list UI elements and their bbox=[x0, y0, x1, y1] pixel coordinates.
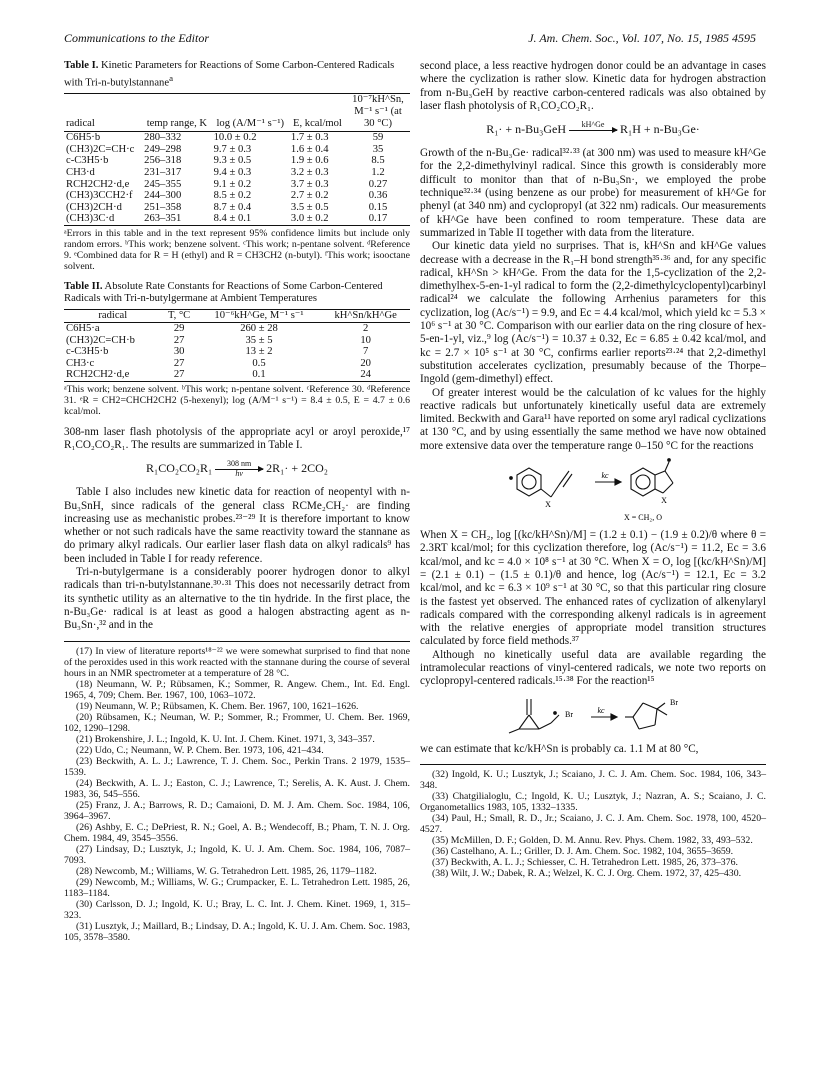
reference-entry: (36) Castelhano, A. L.; Griller, D. J. Am. Chem. Soc. 1982, 104, 3655–3659. bbox=[432, 845, 734, 857]
table1-cell: 1.7 ± 0.3 bbox=[290, 132, 329, 144]
reference-entry: (38) Wilt, J. W.; Dabek, R. A.; Welzel, K. C. J. Org. Chem. 1972, 37, 425–430. bbox=[432, 867, 742, 879]
reference-entry: (37) Beckwith, A. L. J.; Schiesser, C. H. Tetrahedron Lett. 1985, 26, 373–376. bbox=[432, 856, 738, 868]
right-paragraph-1: second place, a less reactive hydrogen donor could be an advantage in cases where the cyclization is rather slow. Kinetic data for hydrogen abstraction from n-Bu₃GeH by reactive carbon-centered radicals was also obtained by laser flash photolysis of R₁CO₂CO₂R₁. bbox=[420, 60, 766, 112]
right-paragraph-6: Although no kinetically useful data are available regarding the intramolecular reactions of vinyl-centered radicals, we note two reports on cyclopropyl-centered radicals.¹⁵·³⁸ For the reaction¹⁵ bbox=[420, 648, 766, 688]
reference-entry: (28) Newcomb, M.; Williams, W. G. Tetrahedron Lett. 1985, 26, 1179–1182. bbox=[76, 865, 377, 877]
table1-cell: 0.15 bbox=[368, 201, 388, 213]
table2-label: Table II. bbox=[64, 280, 103, 292]
right-paragraph-7: we can estimate that kc/kH^Sn is probably ca. 1.1 M at 80 °C, bbox=[420, 742, 699, 755]
table1-cell: c-C3H5·b bbox=[66, 155, 109, 167]
table2-cell: 35 ± 5 bbox=[245, 334, 273, 346]
table1-row bbox=[64, 155, 410, 167]
table1-cell: 10.0 ± 0.2 bbox=[213, 132, 257, 144]
table1-row bbox=[64, 144, 410, 156]
right-paragraph-5: When X = CH₂, log [(kc/kH^Sn)/M] = (1.2 ± 0.1) − (1.9 ± 0.2)/θ where θ = 2.3RT kcal/mol; for this cyclization therefore, log (Ac/s⁻¹) = 11.2, Ec = 3.6 kcal/mol, and kc = 4.0 × 10⁸ s⁻¹ at 30 °C. When X = O, log [(kc/kH^Sn)/M] = (2.1 ± 0.1) − (1.5 ± 0.1)/θ and hence, log (Ac/s⁻¹) = 12.1, Ec = 3.2 kcal/mol, and kc = 6.3 × 10⁹ s⁻¹ at 30 °C, so that this particular ring closure is the fastest yet observed. The enhanced rates of cyclization of alkenylaryl radicals compared with the corresponding alkenyl radicals is in agreement with the relative energies of appropriate model transition structures calculated by force field methods.³⁷ bbox=[420, 529, 766, 648]
table1-cell: 1.6 ± 0.4 bbox=[290, 143, 329, 155]
table2-row bbox=[64, 323, 410, 335]
table2-cell: RCH2CH2·d,e bbox=[64, 369, 162, 381]
table1-cell: 8.4 ± 0.1 bbox=[212, 213, 289, 225]
table2-cell: 27 bbox=[173, 334, 185, 346]
table2-cell: 27 bbox=[162, 369, 197, 381]
table1-header: temp range, K bbox=[142, 94, 211, 129]
table1-cell: 263–351 bbox=[142, 213, 211, 225]
table1-cell: 1.2 bbox=[371, 166, 385, 178]
table1-body bbox=[64, 132, 410, 226]
table1-cell: 8.5 bbox=[371, 155, 385, 167]
table1-cell: 2.7 ± 0.2 bbox=[290, 190, 329, 202]
table2-title: Absolute Rate Constants for Reactions of Some Carbon-Centered Radicals with Tri-n-butylgermane at Ambient Temperatures bbox=[64, 280, 383, 305]
table1-label: Table I. bbox=[64, 60, 99, 71]
table1-row bbox=[64, 179, 410, 191]
table2-cell: 30 bbox=[173, 346, 185, 358]
table1-row bbox=[64, 167, 410, 179]
scheme1-caption: X = CH₂, O bbox=[624, 513, 662, 523]
table2-cell: (CH3)2C=CH·b bbox=[66, 334, 135, 346]
table2-header: T, °C bbox=[162, 309, 197, 321]
table1-cell: 1.9 ± 0.6 bbox=[290, 155, 329, 167]
table1-caption-mark: a bbox=[169, 73, 173, 84]
table1-cell: 245–355 bbox=[144, 178, 182, 190]
table1-cell: 3.0 ± 0.2 bbox=[289, 213, 346, 225]
table1-cell: 8.5 ± 0.2 bbox=[213, 190, 252, 202]
table2-cell: 13 ± 2 bbox=[245, 346, 273, 358]
reference-entry: (30) Carlsson, D. J.; Ingold, K. U.; Bray, L. C. Int. J. Chem. Kinet. 1969, 1, 315–323. bbox=[64, 898, 410, 921]
table2-footnotes: ᵃThis work; benzene solvent. ᵇThis work; n-pentane solvent. ᶜReference 30. ᵈReference 31. ᵉR = CH2=CHCH2CH2 (5-hexenyl); log (A/M⁻¹ s⁻¹) = 8.4 ± 0.5, E = 4.7 ± 0.6 kcal/mol. bbox=[64, 384, 410, 418]
table1-header: radical bbox=[64, 94, 142, 129]
table1-cell: 9.3 ± 0.5 bbox=[213, 155, 252, 167]
cyclopropyl-cyclization-scheme bbox=[493, 693, 693, 739]
table1-cell: C6H5·b bbox=[66, 132, 101, 144]
reference-entry: (24) Beckwith, A. L. J.; Easton, C. J.; Lawrence, T.; Serelis, A. K. Aust. J. Chem. 1983, 36, 545–556. bbox=[64, 777, 410, 800]
scheme2-br-right: Br bbox=[670, 697, 678, 707]
reference-entry: (21) Brokenshire, J. L.; Ingold, K. U. Int. J. Chem. Kinet. 1971, 3, 343–357. bbox=[76, 733, 375, 745]
table1-cell: (CH3)3CCH2·f bbox=[66, 190, 133, 202]
table2-row bbox=[64, 335, 410, 347]
table1-cell: (CH3)2CH·d bbox=[66, 201, 122, 213]
table2-cell: 2 bbox=[363, 323, 369, 335]
table2-cell: 0.5 bbox=[252, 357, 266, 369]
table1-row bbox=[64, 202, 410, 214]
methyl-radical-bond bbox=[665, 462, 669, 471]
eq1-arrow-below: hν bbox=[235, 469, 243, 479]
equation-photolysis bbox=[64, 460, 410, 478]
table1-cell: 0.17 bbox=[346, 213, 410, 225]
table2-row bbox=[64, 369, 410, 381]
eq1-reactant: R₁CO₂CO₂R₁ bbox=[146, 461, 213, 476]
table2-cell: 260 ± 28 bbox=[240, 323, 278, 335]
table2-cell: CH3·c bbox=[66, 357, 95, 369]
table1-cell: 9.1 ± 0.2 bbox=[213, 178, 252, 190]
table2-header: 10⁻⁶kH^Ge, M⁻¹ s⁻¹ bbox=[197, 309, 322, 321]
table2-cell: 27 bbox=[173, 357, 185, 369]
benzene-ring-left bbox=[517, 468, 541, 496]
table1-row bbox=[64, 132, 410, 144]
eq2-arrow-label: kH^Ge bbox=[581, 120, 605, 130]
footnote-rule bbox=[64, 641, 410, 642]
right-paragraph-3: Our kinetic data yield no surprises. That is, kH^Sn and kH^Ge values decrease with a decrease in the R₁–H bond strength³⁵·³⁶ and, for any specific radical, kH^Sn > kH^Ge. From the data for the 1,5-cyclization of the 2,2-dimethylhex-5-en-1-yl radical to form the (2,2-dimethylcyclopentyl)carbinyl radical²⁴ we calculate the following Arrhenius parameters for this cyclization, log (Ac/s⁻¹) = 9.9, and Ec = 4.4 kcal/mol, which yield kc = 5.3 × 10⁶ s⁻¹ at 30 °C. Comparison with our earlier data on the ring closure of hex-5-en-1-yl, viz.,⁹ log (Ac/s⁻¹) = 10.37 ± 0.32, Ec = 6.85 ± 0.42 kcal/mol, and kc = 2.7 × 10⁵ s⁻¹ at 30 °C, confirms earlier reports²³·²⁴ that 2,2-dimethyl substitution accelerates cyclization, presumably because of the Thorpe–Ingold (gem-dimethyl) effect. bbox=[420, 240, 766, 386]
table2 bbox=[64, 309, 410, 383]
scheme1-x-left: X bbox=[545, 500, 551, 510]
table1-cell: 3.2 ± 0.3 bbox=[290, 166, 329, 178]
scheme2-rate-label: kc bbox=[597, 705, 605, 715]
table2-header: kH^Sn/kH^Ge bbox=[321, 309, 410, 321]
reference-entry: (34) Paul, H.; Small, R. D., Jr.; Scaiano, J. C. J. Am. Chem. Soc. 1978, 100, 4520–4527. bbox=[420, 812, 766, 835]
table1-header: 10⁻⁷kH^Sn, M⁻¹ s⁻¹ (at 30 °C) bbox=[346, 94, 410, 129]
table1-caption bbox=[64, 60, 410, 90]
table1-cell: 231–317 bbox=[144, 166, 182, 178]
table1-cell: 256–318 bbox=[144, 155, 182, 167]
eq2-reactants: R₁· + n-Bu₃GeH bbox=[486, 121, 566, 136]
equation-germane bbox=[420, 121, 766, 139]
radical-dot bbox=[554, 711, 557, 714]
table2-header: radical bbox=[64, 309, 162, 321]
left-references bbox=[64, 646, 410, 943]
left-column bbox=[64, 60, 410, 943]
table1-cell: 244–300 bbox=[144, 190, 182, 202]
table2-body bbox=[64, 323, 410, 382]
table1-cell: (CH3)3C·d bbox=[64, 213, 142, 225]
table2-cell: 7 bbox=[363, 346, 369, 358]
reference-entry: (20) Rübsamen, K.; Neuman, W. P.; Sommer, R.; Frommer, U. Chem. Ber. 1969, 102, 1290–1298. bbox=[64, 711, 410, 734]
right-column bbox=[420, 60, 766, 879]
right-paragraph-2: Growth of the n-Bu₃Ge· radical³²·³³ (at 300 nm) was used to measure kH^Ge for the 2,2-dimethylvinyl radical. Since this growth is considerably more difficult to monitor than that of n-Bu₃Sn·, we employed the probe technique³²·³⁴ (using benzene as our probe) for measurement of kH^Ge for phenyl (at 340 nm) and cyclopropyl (at 322 nm) radicals. Our measurements of kH^Ge have been confined to room temperature. These data are summarized in Table II together with data from the literature. bbox=[420, 147, 766, 239]
table1-footnotes: ᵃErrors in this table and in the text represent 95% confidence limits but include only random errors. ᵇThis work; benzene solvent. ᶜThis work; n-pentane solvent. ᵈReference 9. ᵉCombined data for R = H (ethyl) and R = CH3CH2 (n-butyl). ᶠThis work; isooctane solvent. bbox=[64, 227, 410, 273]
table1-cell: 8.7 ± 0.4 bbox=[213, 201, 252, 213]
table2-cell: C6H5·a bbox=[66, 323, 100, 335]
reference-entry: (25) Franz, J. A.; Barrows, R. D.; Camaioni, D. M. J. Am. Chem. Soc. 1984, 106, 3964–3967. bbox=[64, 799, 410, 822]
eq2-arrow bbox=[569, 121, 617, 139]
radical-dot bbox=[510, 477, 513, 480]
table1-cell: (CH3)2C=CH·c bbox=[66, 143, 135, 155]
table1-row bbox=[64, 213, 410, 225]
table1-cell: 0.36 bbox=[368, 190, 388, 202]
table2-row bbox=[64, 358, 410, 370]
table1-header: log (A/M⁻¹ s⁻¹) bbox=[212, 94, 289, 129]
table1-cell: 249–298 bbox=[144, 143, 182, 155]
table2-cell: 24 bbox=[321, 369, 410, 381]
table1-cell: 0.27 bbox=[368, 178, 388, 190]
reference-entry: (31) Lusztyk, J.; Maillard, B.; Lindsay, D. A.; Ingold, K. U. J. Am. Chem. Soc. 1983, 105, 3578–3580. bbox=[64, 920, 410, 943]
running-header-left: Communications to the Editor bbox=[64, 31, 209, 45]
table1-header: E, kcal/mol bbox=[289, 94, 346, 129]
scheme1-rate-label: kc bbox=[601, 471, 609, 481]
eq1-arrow bbox=[215, 460, 263, 478]
aryl-cyclization-scheme bbox=[493, 457, 693, 525]
reference-entry: (19) Neumann, W. P.; Rübsamen, K. Chem. Ber. 1967, 100, 1621–1626. bbox=[76, 700, 359, 712]
table1-cell: CH3·d bbox=[66, 166, 95, 178]
table2-caption bbox=[64, 281, 410, 306]
eq1-arrow-label: 308 nm bbox=[227, 459, 252, 469]
table1-cell: 280–332 bbox=[144, 132, 182, 144]
table2-cell: 0.1 bbox=[197, 369, 322, 381]
table1-cell: 3.7 ± 0.3 bbox=[290, 178, 329, 190]
table2-cell: 10 bbox=[360, 334, 371, 346]
reference-entry: (29) Newcomb, M.; Williams, W. G.; Crumpacker, E. L. Tetrahedron Lett. 1985, 26, 1183–1184. bbox=[64, 876, 410, 899]
reference-entry: (26) Ashby, E. C.; DePriest, R. N.; Goel, A. B.; Wendecoff, B.; Pham, T. N. J. Org. Chem. 1984, 49, 3545–3556. bbox=[64, 821, 410, 844]
right-paragraph-4: Of greater interest would be the calculation of kc values for the highly reactive radicals but unfortunately kinetically useful data are extremely limited. Beckwith and Gara¹¹ have reported on some aryl radical cyclizations at 130 °C, and by using essentially the same method we have now obtained more extensive data over the temperature range 0–150 °C for the reactions bbox=[420, 386, 766, 452]
footnote-rule bbox=[420, 764, 766, 765]
table1 bbox=[64, 93, 410, 226]
table2-cell: 29 bbox=[173, 323, 185, 335]
right-references bbox=[420, 769, 766, 879]
reference-entry: (18) Neumann, W. P.; Rübsamen, K.; Sommer, R. Angew. Chem., Int. Ed. Engl. 1965, 4, 709; Chem. Ber. 1967, 100, 1063–1072. bbox=[64, 678, 410, 701]
reference-entry: (23) Beckwith, A. L. J.; Lawrence, T. J. Chem. Soc., Perkin Trans. 2 1979, 1535–1539. bbox=[64, 755, 410, 778]
benzene-ring-right bbox=[631, 468, 655, 496]
reference-entry: (27) Lindsay, D.; Lusztyk, J.; Ingold, K. U. J. Am. Chem. Soc. 1984, 106, 7087–7093. bbox=[64, 843, 410, 866]
eq1-products: 2R₁· + 2CO₂ bbox=[266, 461, 328, 476]
table1-cell: 9.4 ± 0.3 bbox=[213, 166, 252, 178]
table1-row bbox=[64, 190, 410, 202]
aromatic-circle-left bbox=[522, 475, 536, 489]
table1-cell: 59 bbox=[372, 132, 384, 144]
eq2-products: R₁H + n-Bu₃Ge· bbox=[620, 121, 700, 136]
table2-row bbox=[64, 346, 410, 358]
reference-entry: (32) Ingold, K. U.; Lusztyk, J.; Scaiano, J. C. J. Am. Chem. Soc. 1984, 106, 343–348. bbox=[420, 768, 766, 791]
left-paragraph-1: 308-nm laser flash photolysis of the appropriate acyl or aroyl peroxide,¹⁷ R₁CO₂CO₂R₁. The results are summarized in Table I. bbox=[64, 425, 410, 451]
reference-entry: (35) McMillen, D. F.; Golden, D. M. Annu. Rev. Phys. Chem. 1982, 33, 493–532. bbox=[432, 834, 753, 846]
running-header-right: J. Am. Chem. Soc., Vol. 107, No. 15, 1985 4595 bbox=[528, 31, 756, 45]
left-paragraph-2: Table I also includes new kinetic data for reaction of neopentyl with n-Bu₃SnH, since radicals of the general class RCMe₂CH₂· are finding increasing use as mechanistic probes.²³⁻²⁹ It is therefore important to know whether or not such radicals have the same reactivity toward the stannane as do primary alkyl radicals. Our earlier laser flash data on alkyl radicals⁹ has been included in Table I for ready reference. bbox=[64, 486, 410, 565]
table1-cell: 9.7 ± 0.3 bbox=[213, 143, 252, 155]
scheme2-br-left: Br bbox=[565, 709, 573, 719]
reference-entry: (17) In view of literature reports¹⁸⁻²² we were somewhat surprised to find that none of the peroxides used in this work reacted with the stannane during the course of several hours in an NMR spectrometer at a temperature of 28 °C. bbox=[64, 645, 410, 679]
table2-cell: 20 bbox=[360, 357, 371, 369]
scheme1-x-right: X bbox=[661, 496, 667, 506]
reference-entry: (22) Udo, C.; Neumann, W. P. Chem. Ber. 1973, 106, 421–434. bbox=[76, 744, 324, 756]
table1-cell: 35 bbox=[372, 143, 384, 155]
reference-entry: (33) Chatgilialoglu, C.; Ingold, K. U.; Lusztyk, J.; Nazran, A. S.; Scaiano, J. C. Organometallics 1983, 105, 1332–1335. bbox=[420, 790, 766, 813]
aromatic-circle-right bbox=[636, 475, 650, 489]
table1-cell: 251–358 bbox=[144, 201, 182, 213]
table2-cell: c-C3H5·b bbox=[66, 346, 109, 358]
table1-title: Kinetic Parameters for Reactions of Some Carbon-Centered Radicals with Tri-n-butylstannane bbox=[64, 60, 395, 89]
left-paragraph-3: Tri-n-butylgermane is a considerably poorer hydrogen donor to alkyl radicals than tri-n-butylstannane.³⁰·³¹ This does not necessarily detract from its synthetic utility as an alternative to the tin hydride. In the first place, the n-Bu₃Ge· radical is at least as good a halogen abstracting agent as n-Bu₃Sn·,³² and in the bbox=[64, 566, 410, 632]
table1-cell: 3.5 ± 0.5 bbox=[290, 201, 329, 213]
table1-cell: RCH2CH2·d,e bbox=[66, 178, 130, 190]
